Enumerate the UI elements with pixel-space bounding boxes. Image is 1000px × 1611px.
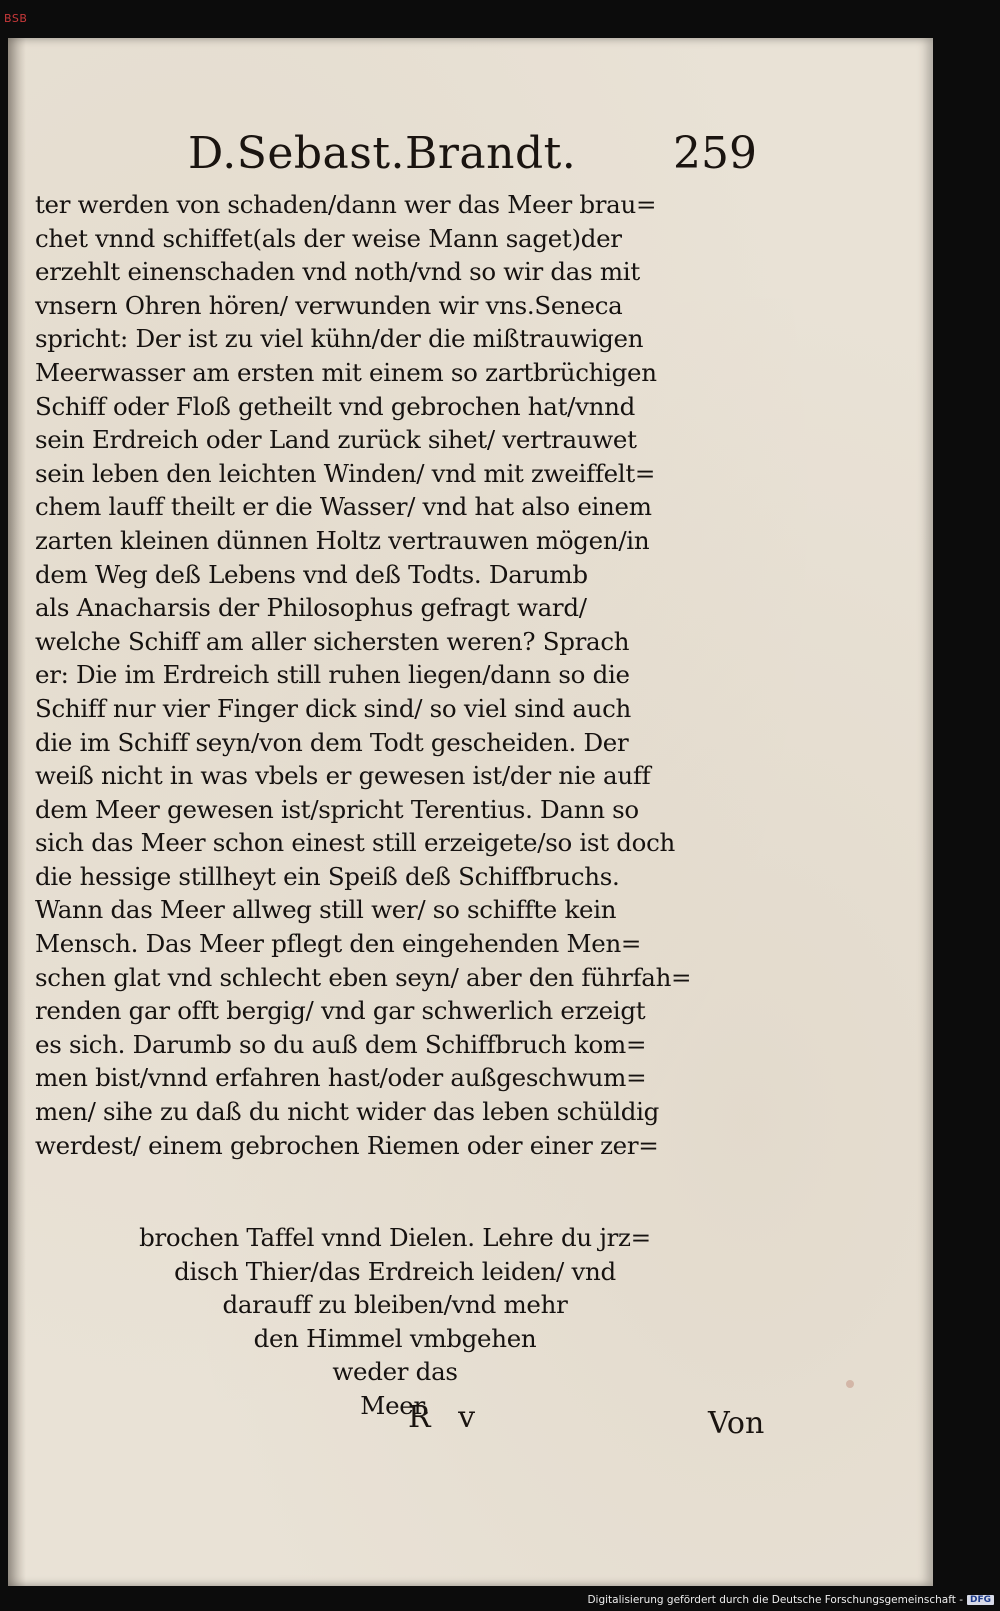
library-mark: BSB <box>4 12 28 25</box>
text-line: Wann das Meer allweg still wer/ so schiffte kein <box>35 895 617 925</box>
text-line: brochen Taffel vnnd Dielen. Lehre du jrz= <box>139 1223 651 1252</box>
footer-text: Digitalisierung gefördert durch die Deutsche Forschungsgemeinschaft - <box>587 1594 963 1606</box>
text-line: Meer. <box>360 1390 430 1420</box>
text-line: Mensch. Das Meer pflegt den eingehenden Men= <box>35 929 642 959</box>
text-line: dem Meer gewesen ist/spricht Terentius. Dann so <box>35 794 639 824</box>
text-line: sein leben den leichten Winden/ vnd mit zweiffelt= <box>35 458 656 488</box>
text-line: erzehlt einenschaden vnd noth/vnd so wir das mit <box>35 257 640 287</box>
text-line: schen glat vnd schlecht eben seyn/ aber den führfah= <box>35 962 692 992</box>
text-line: disch Thier/das Erdreich leiden/ vnd <box>174 1256 616 1286</box>
text-line: Schiff nur vier Finger dick sind/ so viel sind auch <box>35 693 632 723</box>
text-line: weiß nicht in was vbels er gewesen ist/der nie auff <box>35 761 651 791</box>
text-line: werdest/ einem gebrochen Riemen oder einer zer= <box>35 1130 659 1160</box>
text-line: dem Weg deß Lebens vnd deß Todts. Darumb <box>35 559 588 589</box>
dfg-logo: DFG <box>967 1595 994 1605</box>
book-page <box>8 38 933 1586</box>
text-line: Schiff oder Floß getheilt vnd gebrochen hat/vnnd <box>35 391 635 421</box>
text-line: die im Schiff seyn/von dem Todt gescheiden. Der <box>35 727 629 757</box>
text-line: es sich. Darumb so du auß dem Schiffbruch kom= <box>35 1029 647 1059</box>
text-line: renden gar offt bergig/ vnd gar schwerlich erzeigt <box>35 996 646 1026</box>
body-text <box>35 188 755 1162</box>
text-line: chem lauff theilt er die Wasser/ vnd hat also einem <box>35 492 652 522</box>
text-line: vnsern Ohren hören/ verwunden wir vns.Seneca <box>35 290 623 320</box>
text-line: er: Die im Erdreich still ruhen liegen/dann so die <box>35 660 630 690</box>
text-line: weder das <box>332 1357 458 1387</box>
catchword: Von <box>708 1406 765 1441</box>
text-line: men bist/vnnd erfahren hast/oder außgeschwum= <box>35 1063 647 1093</box>
text-line: men/ sihe zu daß du nicht wider das leben schüldig <box>35 1097 660 1127</box>
text-line: die hessige stillheyt ein Speiß deß Schiffbruchs. <box>35 861 620 891</box>
text-line: darauff zu bleiben/vnd mehr <box>222 1290 568 1320</box>
text-line: den Himmel vmbgehen <box>253 1323 537 1353</box>
text-line: sich das Meer schon einest still erzeigete/so ist doch <box>35 828 675 858</box>
text-line: Meerwasser am ersten mit einem so zartbrüchigen <box>35 357 657 387</box>
signature-mark: R v <box>408 1400 476 1435</box>
text-line: welche Schiff am aller sichersten weren? Sprach <box>35 626 630 656</box>
paper-stain <box>846 1380 854 1388</box>
text-line: als Anacharsis der Philosophus gefragt ward/ <box>35 593 587 623</box>
text-line: sein Erdreich oder Land zurück sihet/ vertrauwet <box>35 425 637 455</box>
running-head-title: D.Sebast.Brandt. <box>188 128 577 179</box>
text-line: ter werden von schaden/dann wer das Meer brau= <box>35 190 657 219</box>
page-gutter-shadow <box>8 38 26 1586</box>
page-number: 259 <box>673 128 757 179</box>
footer-credit <box>587 1594 994 1606</box>
text-line: spricht: Der ist zu viel kühn/der die mißtrauwigen <box>35 324 644 354</box>
text-line: chet vnnd schiffet(als der weise Mann saget)der <box>35 223 622 253</box>
text-line: zarten kleinen dünnen Holtz vertrauwen mögen/in <box>35 525 650 555</box>
tail-text <box>35 1221 755 1423</box>
